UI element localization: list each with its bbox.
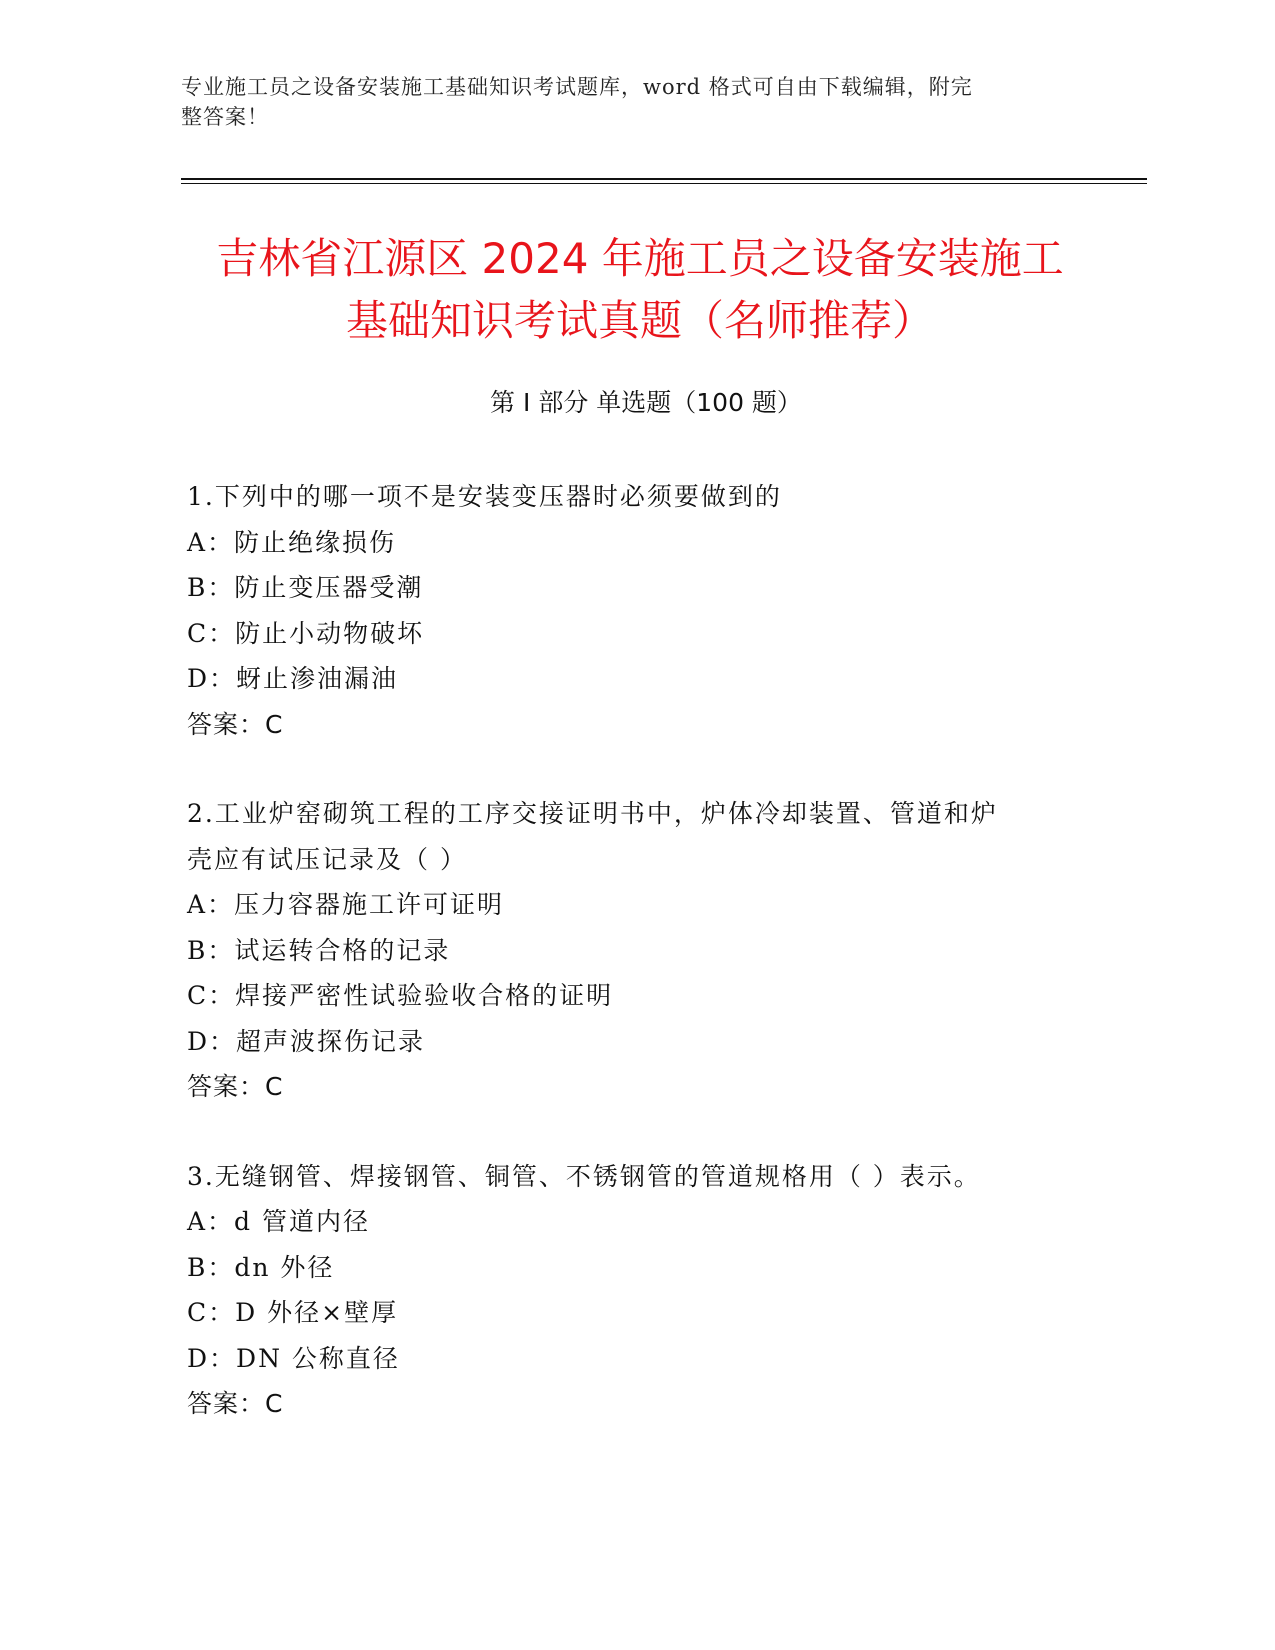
header-note [181, 72, 1051, 132]
option-c: C：D 外径×壁厚 [187, 1298, 399, 1327]
option-b: B：试运转合格的记录 [187, 935, 451, 965]
option-c: C：焊接严密性试验验收合格的证明 [187, 981, 614, 1010]
question-stem-continued: 壳应有试压记录及（ ） [187, 844, 467, 874]
option-d: D：超声波探伤记录 [187, 1026, 426, 1056]
option-a: A：防止绝缘损伤 [187, 527, 397, 557]
answer: 答案：C [187, 1389, 284, 1418]
answer: 答案：C [187, 709, 284, 739]
header-divider-thin [181, 183, 1147, 184]
option-c: C：防止小动物破坏 [187, 618, 425, 648]
document-title [170, 228, 1110, 352]
answer: 答案：C [187, 1072, 284, 1101]
question-stem: 1.下列中的哪一项不是安装变压器时必须要做到的 [187, 482, 782, 511]
question-3 [187, 1154, 1067, 1427]
option-a: A：压力容器施工许可证明 [187, 890, 505, 919]
section-title: 第 I 部分 单选题（100 题） [490, 388, 802, 417]
document-title-line-2: 基础知识考试真题（名师推荐） [345, 296, 934, 345]
question-1 [187, 474, 1067, 747]
option-b: B：dn 外径 [187, 1252, 335, 1282]
question-stem: 2.工业炉窑砌筑工程的工序交接证明书中，炉体冷却装置、管道和炉 [187, 799, 998, 828]
document-title-line-1: 吉林省江源区 2024 年施工员之设备安装施工 [216, 234, 1064, 283]
header-note-line-2: 整答案！ [181, 105, 269, 129]
header-note-line-1: 专业施工员之设备安装施工基础知识考试题库，word 格式可自由下载编辑，附完 [181, 75, 973, 99]
option-b: B：防止变压器受潮 [187, 573, 424, 602]
question-stem: 3.无缝钢管、焊接钢管、铜管、不锈钢管的管道规格用（ ）表示。 [187, 1161, 981, 1191]
question-2 [187, 791, 1067, 1110]
question-list [187, 474, 1067, 1471]
option-d: D：DN 公称直径 [187, 1343, 400, 1373]
option-a: A：d 管道内径 [187, 1207, 371, 1236]
header-divider-thick [181, 178, 1147, 180]
option-d: D：蚜止渗油漏油 [187, 664, 399, 693]
